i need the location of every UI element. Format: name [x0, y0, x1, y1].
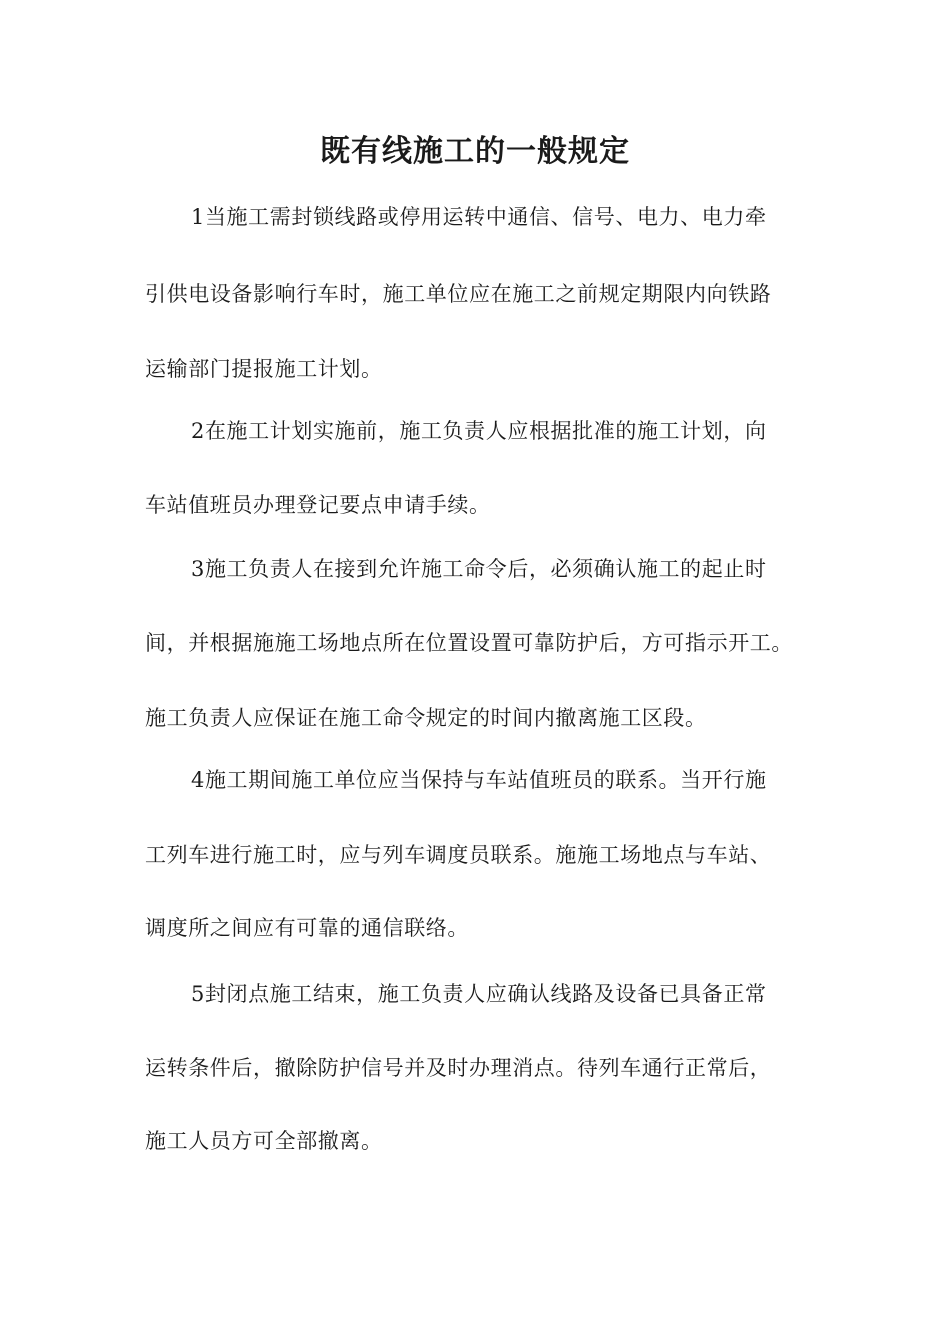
- document-title: 既有线施工的一般规定: [320, 134, 630, 169]
- paragraph-2-line-1: 2在施工计划实施前，施工负责人应根据批准的施工计划，向: [191, 419, 767, 443]
- paragraph-3-line-3: 施工负责人应保证在施工命令规定的时间内撤离施工区段。: [145, 706, 707, 730]
- paragraph-4-line-1: 4施工期间施工单位应当保持与车站值班员的联系。当开行施: [191, 768, 767, 792]
- paragraph-2-line-2: 车站值班员办理登记要点申请手续。: [145, 493, 491, 517]
- paragraph-5-line-1: 5封闭点施工结束，施工负责人应确认线路及设备已具备正常: [191, 982, 767, 1006]
- paragraph-4-line-3: 调度所之间应有可靠的通信联络。: [145, 916, 469, 940]
- paragraph-3-line-2: 间，并根据施施工场地点所在位置设置可靠防护后，方可指示开工。: [145, 631, 793, 655]
- paragraph-1-line-3: 运输部门提报施工计划。: [145, 357, 383, 381]
- paragraph-1-line-1: 1当施工需封锁线路或停用运转中通信、信号、电力、电力牵: [191, 205, 767, 229]
- paragraph-3-line-1: 3施工负责人在接到允许施工命令后，必须确认施工的起止时: [191, 557, 767, 581]
- paragraph-5-line-2: 运转条件后，撤除防护信号并及时办理消点。待列车通行正常后，: [145, 1056, 772, 1080]
- paragraph-4-line-2: 工列车进行施工时，应与列车调度员联系。施施工场地点与车站、: [145, 843, 772, 867]
- paragraph-5-line-3: 施工人员方可全部撤离。: [145, 1129, 383, 1153]
- paragraph-1-line-2: 引供电设备影响行车时，施工单位应在施工之前规定期限内向铁路: [145, 282, 772, 306]
